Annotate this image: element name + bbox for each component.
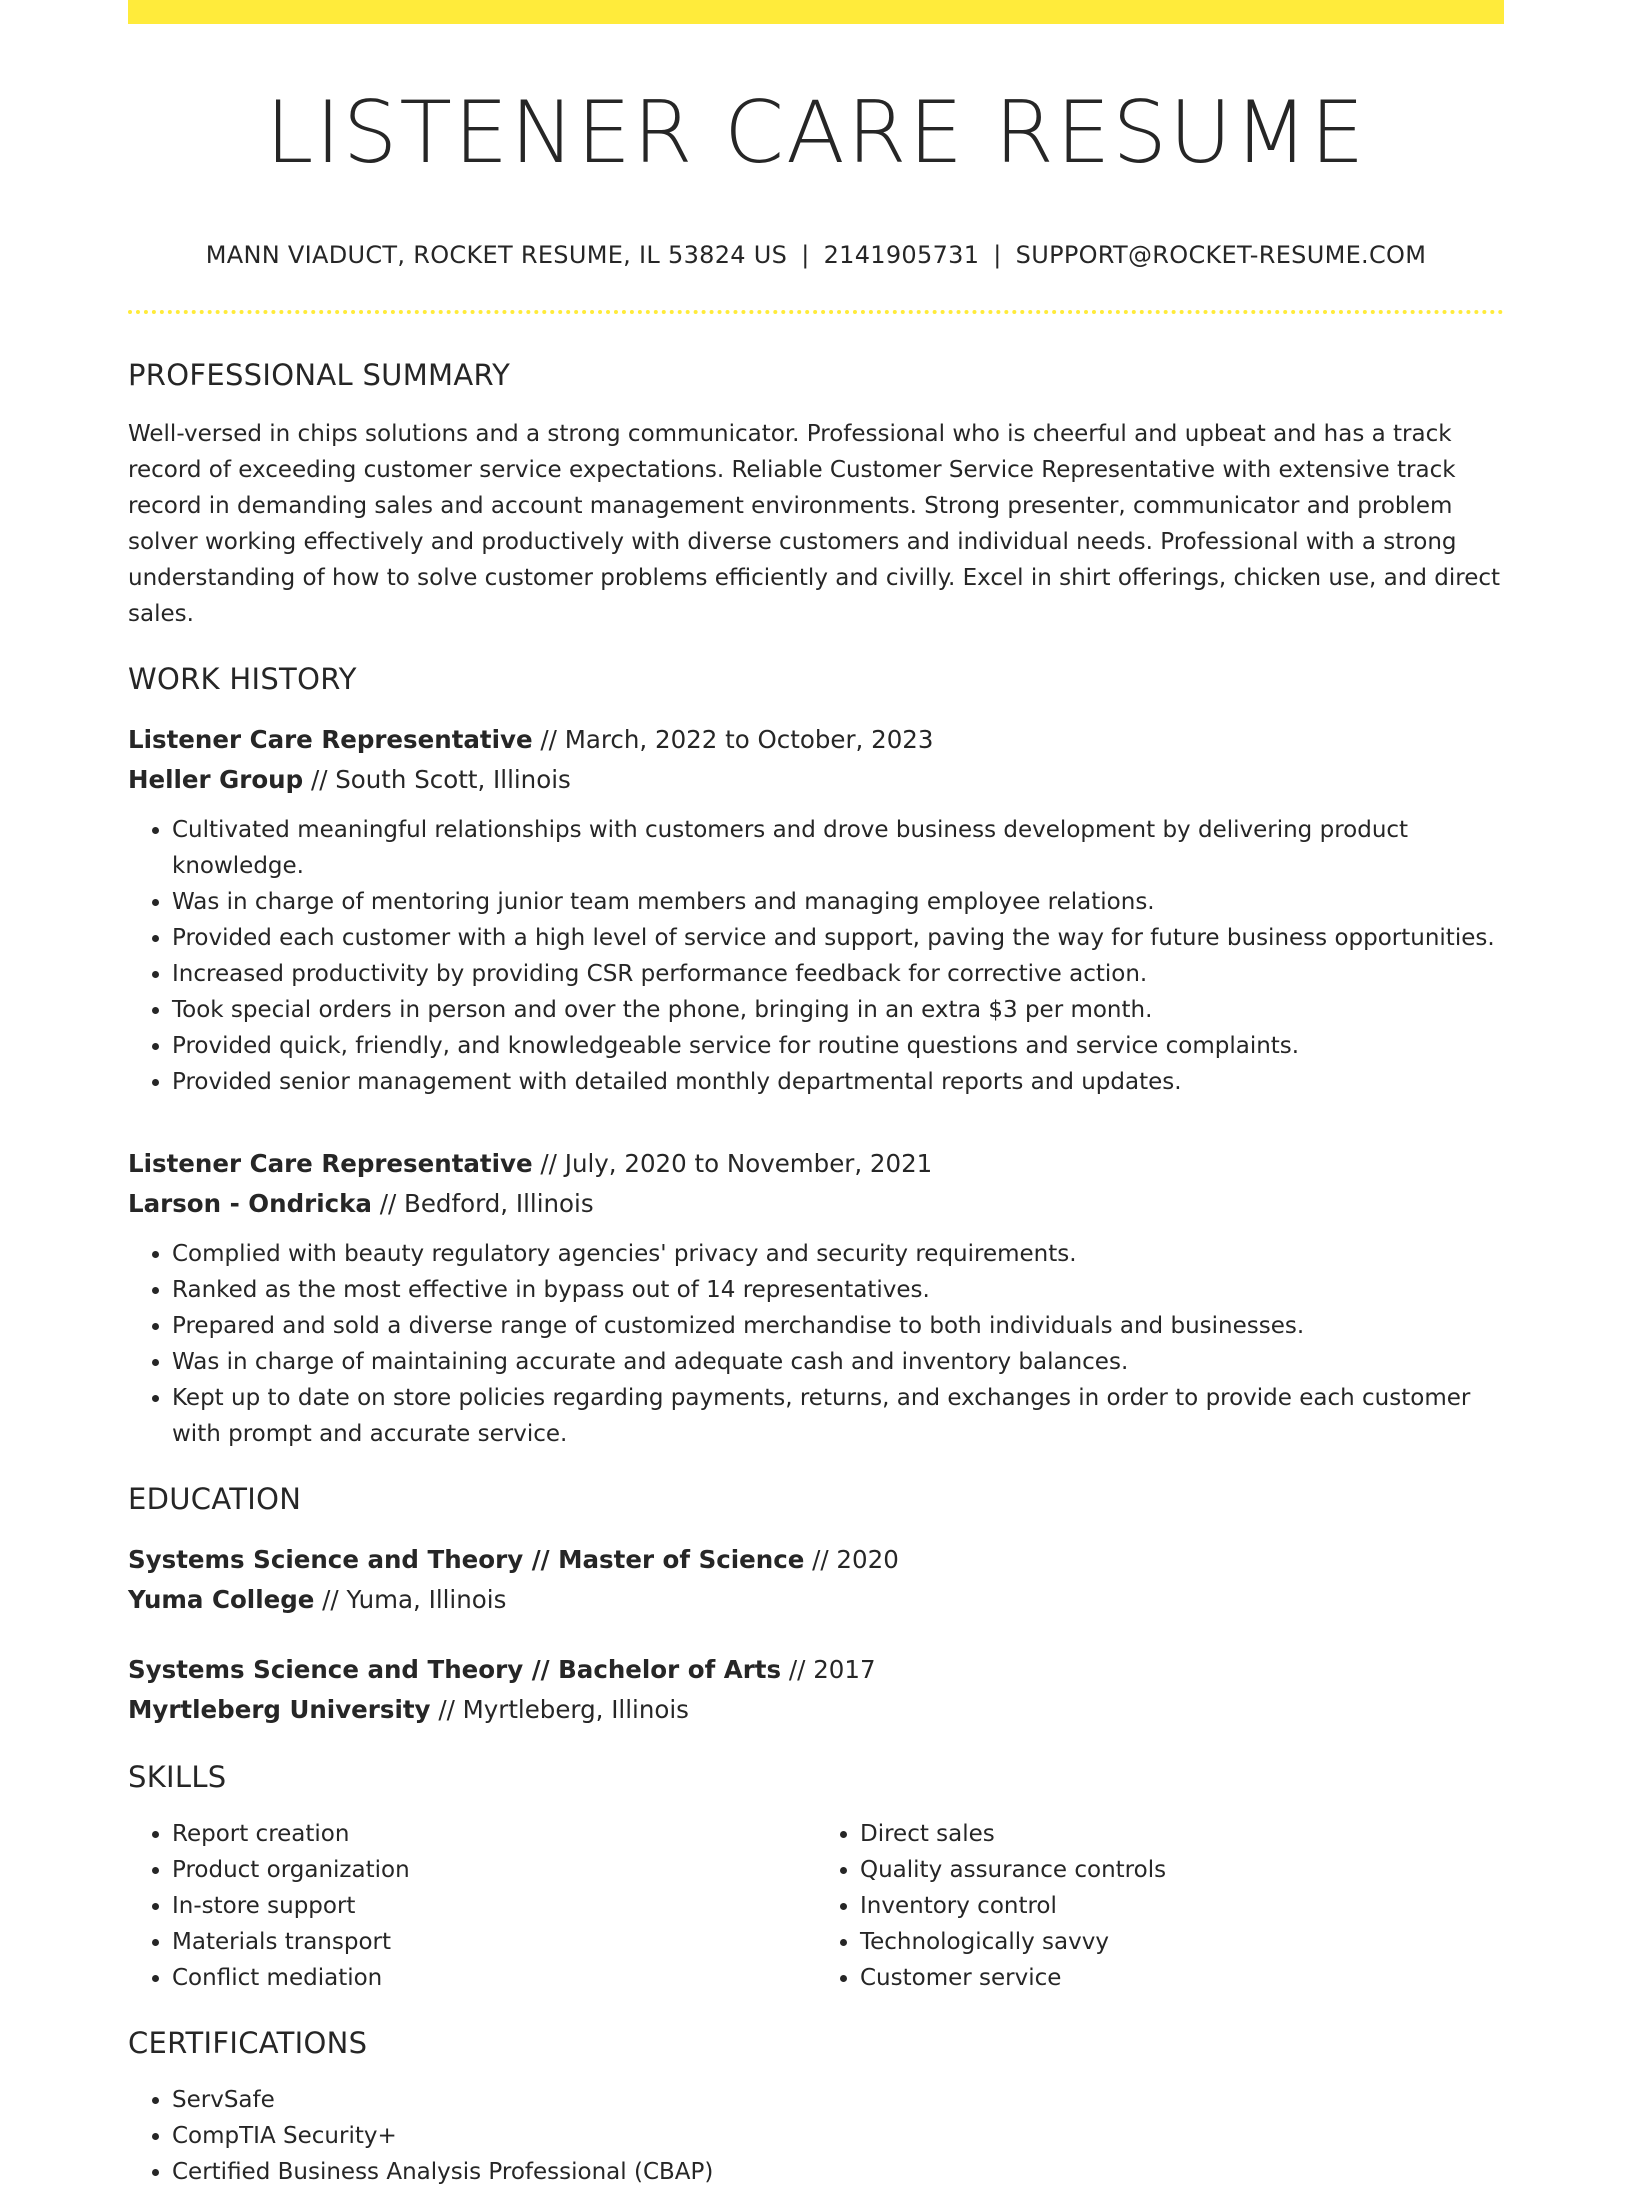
edu-location: // Yuma, Illinois bbox=[314, 1584, 507, 1614]
job-company-line bbox=[128, 1184, 1504, 1224]
job-bullet: • Provided each customer with a high level of service and support, paving the way for future business opportunities. bbox=[172, 920, 1504, 956]
job-bullet: • Ranked as the most effective in bypass out of 14 representatives. bbox=[172, 1272, 1504, 1308]
job-company: Heller Group bbox=[128, 764, 304, 794]
job-bullets bbox=[128, 812, 1504, 1100]
section-heading-summary: PROFESSIONAL SUMMARY bbox=[128, 357, 511, 392]
certification-item: • ServSafe bbox=[172, 2082, 1504, 2118]
contact-separator: | bbox=[993, 240, 1002, 269]
job-bullet: • Cultivated meaningful relationships with customers and drove business development by delivering product knowledge. bbox=[172, 812, 1504, 884]
section-heading-certifications: CERTIFICATIONS bbox=[128, 2025, 368, 2060]
skill-item: • Report creation bbox=[172, 1816, 816, 1852]
job-location: // South Scott, Illinois bbox=[303, 764, 571, 794]
section-heading-education: EDUCATION bbox=[128, 1481, 302, 1516]
skill-item: • Direct sales bbox=[860, 1816, 1504, 1852]
skill-item: • Quality assurance controls bbox=[860, 1852, 1504, 1888]
job-bullets bbox=[128, 1236, 1504, 1452]
edu-year: // 2017 bbox=[781, 1654, 876, 1684]
summary-text: Well-versed in chips solutions and a strong communicator. Professional who is cheerful and upbeat and has a track record of exceeding customer service expectations. Reliable Customer Service Representative with extensive track record in demanding sales and account management environments. Strong presenter, communicator and problem solver working effectively and productively with diverse customers and individual needs. Professional with a strong understanding of how to solve customer problems efficiently and civilly. Excel in shirt offerings, chicken use, and direct sales. bbox=[128, 420, 1501, 627]
certification-item: • Certified Business Analysis Professional (CBAP) bbox=[172, 2154, 1504, 2190]
edu-location: // Myrtleberg, Illinois bbox=[430, 1694, 689, 1724]
job-company-line bbox=[128, 760, 1504, 800]
resume-page bbox=[128, 0, 1504, 2190]
job-location: // Bedford, Illinois bbox=[371, 1188, 594, 1218]
job-bullet: • Kept up to date on store policies regarding payments, returns, and exchanges in order to provide each customer with prompt and accurate service. bbox=[172, 1380, 1504, 1452]
job-bullet: • Took special orders in person and over the phone, bringing in an extra $3 per month. bbox=[172, 992, 1504, 1028]
edu-degree: Systems Science and Theory // Master of Science bbox=[128, 1544, 805, 1574]
skill-item: • Materials transport bbox=[172, 1924, 816, 1960]
job-bullet: • Provided quick, friendly, and knowledgeable service for routine questions and service complaints. bbox=[172, 1028, 1504, 1064]
edu-school: Myrtleberg University bbox=[128, 1694, 431, 1724]
edu-school-line bbox=[128, 1690, 1504, 1730]
job-entry bbox=[128, 720, 1504, 1100]
contact-phone: 2141905731 bbox=[823, 240, 980, 269]
job-title-line bbox=[128, 1144, 1504, 1184]
job-bullet: • Complied with beauty regulatory agencies' privacy and security requirements. bbox=[172, 1236, 1504, 1272]
job-dates: // July, 2020 to November, 2021 bbox=[532, 1148, 933, 1178]
section-heading-work: WORK HISTORY bbox=[128, 661, 357, 696]
job-company: Larson - Ondricka bbox=[128, 1188, 372, 1218]
education-entry bbox=[128, 1540, 1504, 1620]
job-entry bbox=[128, 1144, 1504, 1452]
job-title: Listener Care Representative bbox=[128, 1148, 533, 1178]
skill-item: • In-store support bbox=[172, 1888, 816, 1924]
contact-email: SUPPORT@ROCKET-RESUME.COM bbox=[1015, 240, 1427, 269]
skills-column-left bbox=[128, 1816, 816, 1996]
job-bullet: • Prepared and sold a diverse range of customized merchandise to both individuals and businesses. bbox=[172, 1308, 1504, 1344]
resume-title: LISTENER CARE RESUME bbox=[265, 83, 1367, 183]
edu-school: Yuma College bbox=[128, 1584, 315, 1614]
job-bullet: • Provided senior management with detailed monthly departmental reports and updates. bbox=[172, 1064, 1504, 1100]
edu-degree-line bbox=[128, 1650, 1504, 1690]
contact-address: MANN VIADUCT, ROCKET RESUME, IL 53824 US bbox=[205, 240, 788, 269]
job-bullet: • Was in charge of mentoring junior team members and managing employee relations. bbox=[172, 884, 1504, 920]
skills-list bbox=[128, 1816, 1504, 1996]
skill-item: • Product organization bbox=[172, 1852, 816, 1888]
job-title: Listener Care Representative bbox=[128, 724, 533, 754]
skill-item: • Technologically savvy bbox=[860, 1924, 1504, 1960]
job-title-line bbox=[128, 720, 1504, 760]
section-heading-skills: SKILLS bbox=[128, 1759, 227, 1794]
certification-item: • CompTIA Security+ bbox=[172, 2118, 1504, 2154]
skill-item: • Customer service bbox=[860, 1960, 1504, 1996]
skill-item: • Conflict mediation bbox=[172, 1960, 816, 1996]
skill-item: • Inventory control bbox=[860, 1888, 1504, 1924]
education-entry bbox=[128, 1650, 1504, 1730]
skills-column-right bbox=[816, 1816, 1504, 1996]
job-bullet: • Was in charge of maintaining accurate and adequate cash and inventory balances. bbox=[172, 1344, 1504, 1380]
certifications-list bbox=[128, 2082, 1504, 2190]
edu-degree-line bbox=[128, 1540, 1504, 1580]
edu-year: // 2020 bbox=[804, 1544, 899, 1574]
edu-degree: Systems Science and Theory // Bachelor of Arts bbox=[128, 1654, 782, 1684]
dotted-divider bbox=[128, 310, 1504, 314]
accent-bar bbox=[128, 0, 1504, 24]
contact-line bbox=[128, 241, 1504, 269]
contact-separator: | bbox=[801, 240, 810, 269]
job-bullet: • Increased productivity by providing CSR performance feedback for corrective action. bbox=[172, 956, 1504, 992]
job-dates: // March, 2022 to October, 2023 bbox=[532, 724, 934, 754]
edu-school-line bbox=[128, 1580, 1504, 1620]
